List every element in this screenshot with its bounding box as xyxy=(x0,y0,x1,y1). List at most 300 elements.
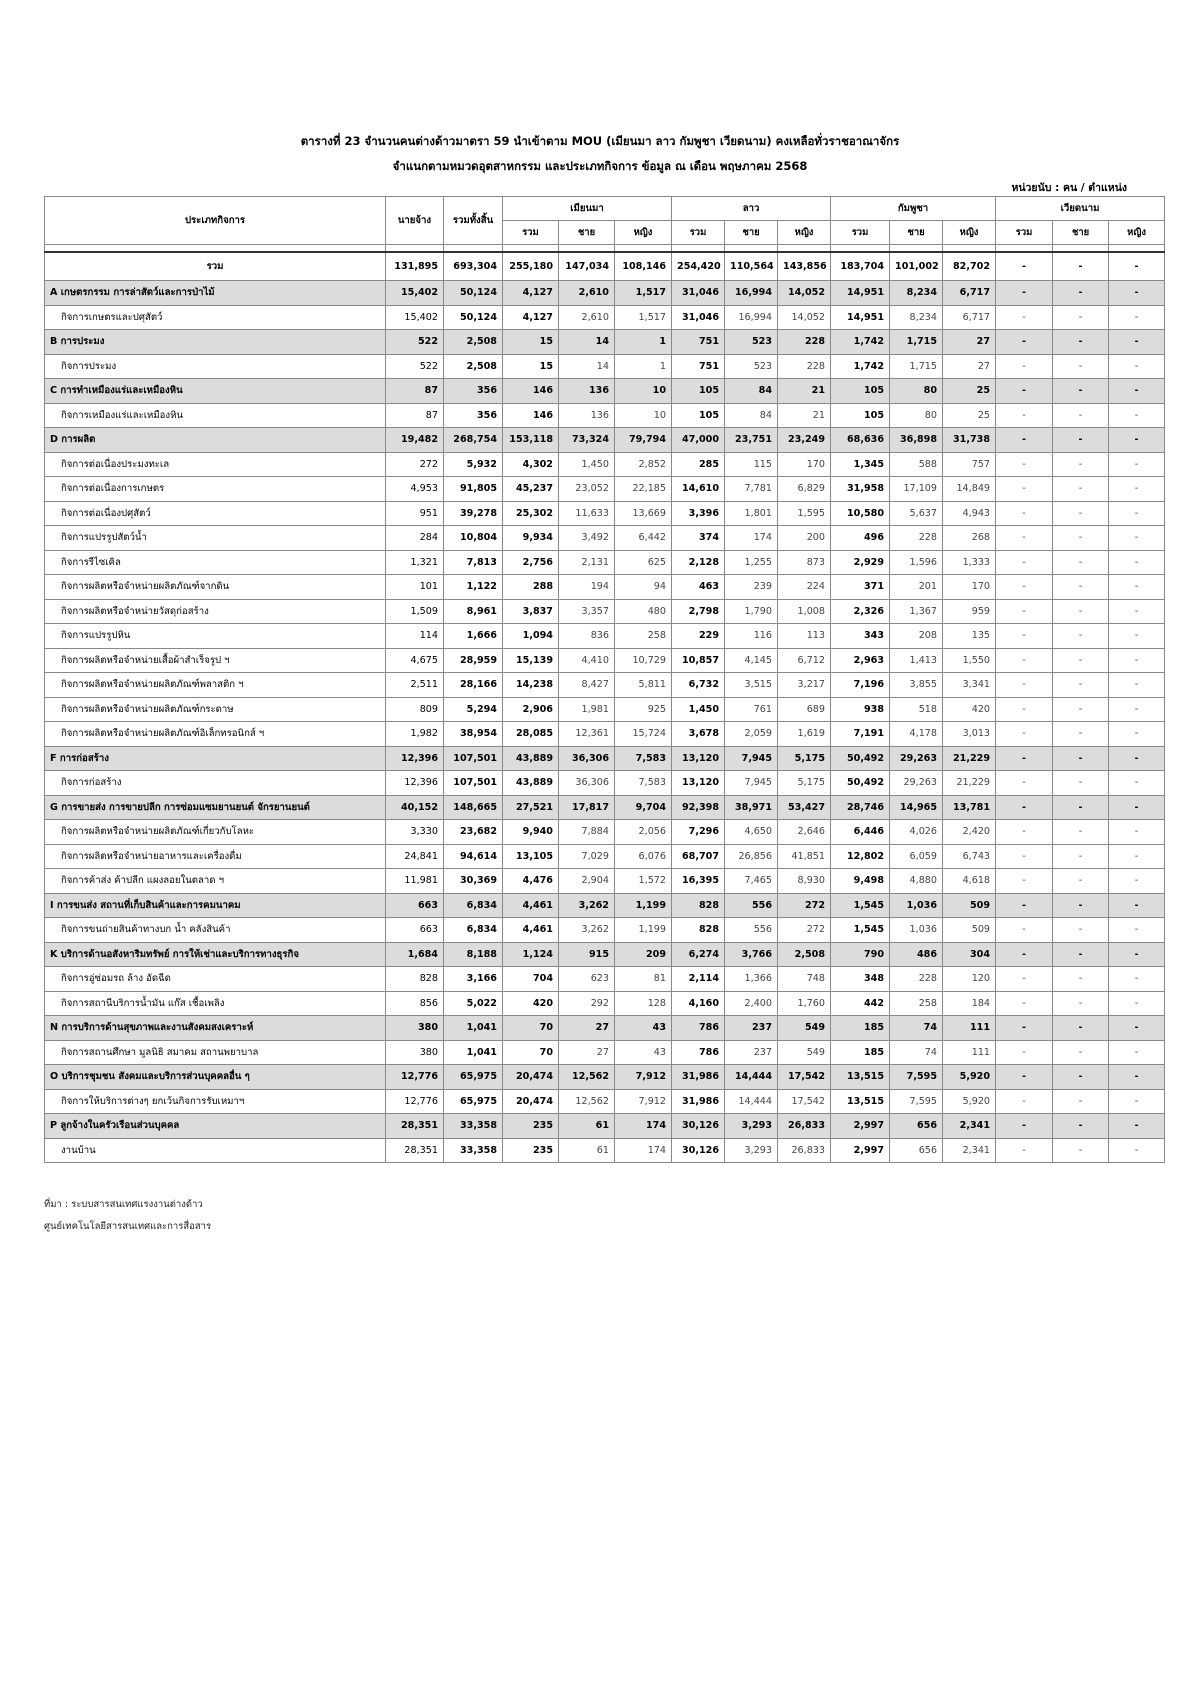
cell: - xyxy=(1109,771,1165,796)
row-label: งานบ้าน xyxy=(45,1138,386,1163)
cell: 21,229 xyxy=(943,746,996,771)
row-label: กิจการผลิตหรือจำหน่ายวัสดุก่อสร้าง xyxy=(45,599,386,624)
cell: 25,302 xyxy=(503,501,559,526)
cell: 2,756 xyxy=(503,550,559,575)
header-laos-male: ชาย xyxy=(725,221,778,245)
header-myanmar-male: ชาย xyxy=(559,221,615,245)
cell: 20,474 xyxy=(503,1065,559,1090)
cell: - xyxy=(1109,991,1165,1016)
cell: 2,929 xyxy=(831,550,890,575)
cell: 143,856 xyxy=(778,252,831,281)
cell: 4,160 xyxy=(672,991,725,1016)
table-row xyxy=(45,844,1165,869)
cell: 6,274 xyxy=(672,942,725,967)
cell: 50,492 xyxy=(831,746,890,771)
cell: 5,637 xyxy=(890,501,943,526)
cell: 23,682 xyxy=(444,820,503,845)
cell: 235 xyxy=(503,1138,559,1163)
cell: - xyxy=(1053,379,1109,404)
cell: 84 xyxy=(725,379,778,404)
cell: 15 xyxy=(503,354,559,379)
cell: 656 xyxy=(890,1138,943,1163)
cell: - xyxy=(996,305,1053,330)
cell: 7,912 xyxy=(615,1065,672,1090)
cell: - xyxy=(1053,869,1109,894)
cell: 31,738 xyxy=(943,428,996,453)
cell: - xyxy=(1109,795,1165,820)
cell: 28,085 xyxy=(503,722,559,747)
cell: - xyxy=(996,526,1053,551)
cell: 959 xyxy=(943,599,996,624)
cell: 1,255 xyxy=(725,550,778,575)
cell: 16,395 xyxy=(672,869,725,894)
row-label: กิจการรีไซเคิล xyxy=(45,550,386,575)
row-label: K บริการด้านอสังหาริมทรัพย์ การให้เช่าและบริการทางธุรกิจ xyxy=(45,942,386,967)
cell: 15,402 xyxy=(386,305,444,330)
cell: 1,981 xyxy=(559,697,615,722)
cell: 14 xyxy=(559,330,615,355)
cell: 21 xyxy=(778,379,831,404)
cell: 16,994 xyxy=(725,281,778,306)
table-row xyxy=(45,501,1165,526)
row-label: กิจการสถานศึกษา มูลนิธิ สมาคม สถานพยาบาล xyxy=(45,1040,386,1065)
cell: 8,961 xyxy=(444,599,503,624)
cell: 4,880 xyxy=(890,869,943,894)
cell: - xyxy=(1053,893,1109,918)
cell: 74 xyxy=(890,1016,943,1041)
cell: - xyxy=(1053,1065,1109,1090)
cell: 523 xyxy=(725,330,778,355)
cell: 80 xyxy=(890,403,943,428)
cell: 24,841 xyxy=(386,844,444,869)
cell: 26,856 xyxy=(725,844,778,869)
cell: 380 xyxy=(386,1016,444,1041)
cell: - xyxy=(996,354,1053,379)
table-row xyxy=(45,1138,1165,1163)
cell: 36,306 xyxy=(559,746,615,771)
cell: 81 xyxy=(615,967,672,992)
row-label: กิจการผลิตหรือจำหน่ายผลิตภัณฑ์อิเล็กทรอนิกส์ ฯ xyxy=(45,722,386,747)
total-row xyxy=(45,252,1165,281)
header-employer: นายจ้าง xyxy=(386,197,444,245)
cell: 5,175 xyxy=(778,746,831,771)
cell: 420 xyxy=(503,991,559,1016)
cell: 915 xyxy=(559,942,615,967)
cell: 12,396 xyxy=(386,771,444,796)
row-label: กิจการผลิตหรือจำหน่ายผลิตภัณฑ์เกี่ยวกับโลหะ xyxy=(45,820,386,845)
cell: 3,217 xyxy=(778,673,831,698)
cell: 1,321 xyxy=(386,550,444,575)
cell: 268 xyxy=(943,526,996,551)
cell: 3,515 xyxy=(725,673,778,698)
cell: 7,813 xyxy=(444,550,503,575)
cell: 8,234 xyxy=(890,281,943,306)
cell: 15 xyxy=(503,330,559,355)
cell: 27 xyxy=(559,1016,615,1041)
cell: - xyxy=(996,771,1053,796)
cell: 3,766 xyxy=(725,942,778,967)
cell: - xyxy=(996,1089,1053,1114)
cell: 87 xyxy=(386,403,444,428)
cell: 111 xyxy=(943,1040,996,1065)
cell: 1,008 xyxy=(778,599,831,624)
cell: 116 xyxy=(725,624,778,649)
cell: 50,124 xyxy=(444,281,503,306)
cell: 9,704 xyxy=(615,795,672,820)
row-label: I การขนส่ง สถานที่เก็บสินค้าและการคมนาคม xyxy=(45,893,386,918)
cell: - xyxy=(1053,599,1109,624)
cell: 94,614 xyxy=(444,844,503,869)
cell: 8,427 xyxy=(559,673,615,698)
cell: 14,444 xyxy=(725,1065,778,1090)
cell: - xyxy=(996,599,1053,624)
cell: 50,124 xyxy=(444,305,503,330)
cell: 272 xyxy=(778,893,831,918)
cell: 68,636 xyxy=(831,428,890,453)
cell: 10,580 xyxy=(831,501,890,526)
cell: 2,341 xyxy=(943,1138,996,1163)
cell: 9,498 xyxy=(831,869,890,894)
cell: 45,237 xyxy=(503,477,559,502)
cell: - xyxy=(1053,746,1109,771)
cell: 108,146 xyxy=(615,252,672,281)
cell: 2,326 xyxy=(831,599,890,624)
row-label: O บริการชุมชน สังคมและบริการส่วนบุคคลอื่น ๆ xyxy=(45,1065,386,1090)
cell: 105 xyxy=(672,379,725,404)
cell: 12,361 xyxy=(559,722,615,747)
cell: 17,542 xyxy=(778,1089,831,1114)
cell: 2,852 xyxy=(615,452,672,477)
cell: - xyxy=(996,844,1053,869)
cell: - xyxy=(996,1065,1053,1090)
cell: 12,776 xyxy=(386,1089,444,1114)
cell: 14,610 xyxy=(672,477,725,502)
cell: 228 xyxy=(778,330,831,355)
cell: 258 xyxy=(615,624,672,649)
cell: 23,751 xyxy=(725,428,778,453)
cell: 101 xyxy=(386,575,444,600)
row-label: กิจการประมง xyxy=(45,354,386,379)
cell: 2,904 xyxy=(559,869,615,894)
cell: 61 xyxy=(559,1114,615,1139)
cell: 110,564 xyxy=(725,252,778,281)
cell: 689 xyxy=(778,697,831,722)
cell: 68,707 xyxy=(672,844,725,869)
cell: - xyxy=(1053,673,1109,698)
table-row xyxy=(45,354,1165,379)
header-cambodia-female: หญิง xyxy=(943,221,996,245)
section-row xyxy=(45,428,1165,453)
cell: 146 xyxy=(503,379,559,404)
cell: 6,076 xyxy=(615,844,672,869)
cell: 13,120 xyxy=(672,746,725,771)
cell: 27 xyxy=(943,330,996,355)
cell: 13,669 xyxy=(615,501,672,526)
cell: 1,790 xyxy=(725,599,778,624)
cell: 36,898 xyxy=(890,428,943,453)
table-row xyxy=(45,1040,1165,1065)
cell: 12,562 xyxy=(559,1065,615,1090)
row-label: กิจการต่อเนื่องการเกษตร xyxy=(45,477,386,502)
section-row xyxy=(45,795,1165,820)
cell: 13,120 xyxy=(672,771,725,796)
cell: 6,829 xyxy=(778,477,831,502)
cell: 28,959 xyxy=(444,648,503,673)
cell: 3,262 xyxy=(559,918,615,943)
cell: 588 xyxy=(890,452,943,477)
cell: 228 xyxy=(778,354,831,379)
cell: 7,781 xyxy=(725,477,778,502)
cell: 2,114 xyxy=(672,967,725,992)
cell: - xyxy=(1053,281,1109,306)
cell: 13,105 xyxy=(503,844,559,869)
row-label: กิจการผลิตหรือจำหน่ายเสื้อผ้าสำเร็จรูป ฯ xyxy=(45,648,386,673)
row-label: กิจการผลิตหรือจำหน่ายผลิตภัณฑ์พลาสติก ฯ xyxy=(45,673,386,698)
header-cambodia-total: รวม xyxy=(831,221,890,245)
cell: - xyxy=(1109,403,1165,428)
cell: 43,889 xyxy=(503,746,559,771)
cell: 65,975 xyxy=(444,1065,503,1090)
table-row xyxy=(45,575,1165,600)
cell: - xyxy=(1053,1114,1109,1139)
header-myanmar-total: รวม xyxy=(503,221,559,245)
cell: 131,895 xyxy=(386,252,444,281)
cell: 836 xyxy=(559,624,615,649)
cell: 4,178 xyxy=(890,722,943,747)
table-row xyxy=(45,648,1165,673)
cell: 656 xyxy=(890,1114,943,1139)
cell: 33,358 xyxy=(444,1114,503,1139)
cell: 7,296 xyxy=(672,820,725,845)
cell: 25 xyxy=(943,379,996,404)
cell: 9,940 xyxy=(503,820,559,845)
cell: - xyxy=(1053,452,1109,477)
cell: 828 xyxy=(672,918,725,943)
cell: 3,166 xyxy=(444,967,503,992)
table-row xyxy=(45,722,1165,747)
cell: 786 xyxy=(672,1016,725,1041)
cell: 4,461 xyxy=(503,918,559,943)
cell: - xyxy=(996,550,1053,575)
header-myanmar: เมียนมา xyxy=(503,197,672,221)
table-row xyxy=(45,1089,1165,1114)
cell: - xyxy=(1053,820,1109,845)
cell: 1,036 xyxy=(890,893,943,918)
cell: 148,665 xyxy=(444,795,503,820)
cell: 27 xyxy=(943,354,996,379)
cell: 15,139 xyxy=(503,648,559,673)
cell: 26,833 xyxy=(778,1138,831,1163)
cell: 7,595 xyxy=(890,1065,943,1090)
cell: 2,400 xyxy=(725,991,778,1016)
cell: 2,508 xyxy=(444,330,503,355)
cell: 2,906 xyxy=(503,697,559,722)
section-row xyxy=(45,1065,1165,1090)
cell: 556 xyxy=(725,893,778,918)
cell: 380 xyxy=(386,1040,444,1065)
cell: - xyxy=(1109,428,1165,453)
cell: 7,465 xyxy=(725,869,778,894)
cell: 751 xyxy=(672,330,725,355)
cell: 1,094 xyxy=(503,624,559,649)
cell: 2,420 xyxy=(943,820,996,845)
cell: 50,492 xyxy=(831,771,890,796)
cell: 1,801 xyxy=(725,501,778,526)
footer-source: ที่มา : ระบบสารสนเทศแรงงานต่างด้าว xyxy=(44,1199,203,1210)
cell: 235 xyxy=(503,1114,559,1139)
cell: - xyxy=(1109,477,1165,502)
cell: 10,857 xyxy=(672,648,725,673)
cell: 184 xyxy=(943,991,996,1016)
cell: 809 xyxy=(386,697,444,722)
row-label: กิจการสถานีบริการน้ำมัน แก๊ส เชื้อเพลิง xyxy=(45,991,386,1016)
cell: 1,596 xyxy=(890,550,943,575)
cell: 194 xyxy=(559,575,615,600)
row-label: กิจการค้าส่ง ค้าปลีก แผงลอยในตลาด ฯ xyxy=(45,869,386,894)
cell: 7,583 xyxy=(615,771,672,796)
cell: 4,618 xyxy=(943,869,996,894)
cell: 237 xyxy=(725,1040,778,1065)
table-row xyxy=(45,599,1165,624)
cell: 1,413 xyxy=(890,648,943,673)
cell: 114 xyxy=(386,624,444,649)
cell: 183,704 xyxy=(831,252,890,281)
cell: - xyxy=(1109,1040,1165,1065)
cell: 174 xyxy=(615,1138,672,1163)
cell: - xyxy=(996,942,1053,967)
cell: 288 xyxy=(503,575,559,600)
cell: 1,345 xyxy=(831,452,890,477)
cell: 29,263 xyxy=(890,771,943,796)
section-row xyxy=(45,379,1165,404)
cell: 10,729 xyxy=(615,648,672,673)
cell: - xyxy=(1109,330,1165,355)
cell: 1,982 xyxy=(386,722,444,747)
row-label: กิจการผลิตหรือจำหน่ายผลิตภัณฑ์กระดาษ xyxy=(45,697,386,722)
cell: - xyxy=(1053,991,1109,1016)
cell: 5,932 xyxy=(444,452,503,477)
cell: 36,306 xyxy=(559,771,615,796)
cell: 12,776 xyxy=(386,1065,444,1090)
cell: 1,550 xyxy=(943,648,996,673)
cell: 170 xyxy=(943,575,996,600)
cell: 4,675 xyxy=(386,648,444,673)
cell: - xyxy=(1053,354,1109,379)
cell: 828 xyxy=(672,893,725,918)
cell: 33,358 xyxy=(444,1138,503,1163)
cell: - xyxy=(1053,1089,1109,1114)
cell: 1,742 xyxy=(831,330,890,355)
cell: 509 xyxy=(943,893,996,918)
cell: 20,474 xyxy=(503,1089,559,1114)
cell: - xyxy=(1109,452,1165,477)
cell: - xyxy=(996,967,1053,992)
cell: - xyxy=(1109,1016,1165,1041)
cell: - xyxy=(1109,252,1165,281)
cell: - xyxy=(1109,869,1165,894)
cell: 11,981 xyxy=(386,869,444,894)
cell: 7,583 xyxy=(615,746,672,771)
header-cambodia: กัมพูชา xyxy=(831,197,996,221)
table-body xyxy=(45,245,1165,1163)
cell: - xyxy=(996,281,1053,306)
cell: - xyxy=(996,991,1053,1016)
cell: 136 xyxy=(559,403,615,428)
cell: 30,369 xyxy=(444,869,503,894)
cell: 6,717 xyxy=(943,281,996,306)
cell: 107,501 xyxy=(444,771,503,796)
cell: 208 xyxy=(890,624,943,649)
cell: - xyxy=(996,918,1053,943)
header-vietnam-female: หญิง xyxy=(1109,221,1165,245)
cell: 3,293 xyxy=(725,1138,778,1163)
cell: 272 xyxy=(386,452,444,477)
cell: 21,229 xyxy=(943,771,996,796)
cell: 7,945 xyxy=(725,771,778,796)
cell: 1,595 xyxy=(778,501,831,526)
cell: - xyxy=(1109,379,1165,404)
cell: 153,118 xyxy=(503,428,559,453)
cell: 228 xyxy=(890,967,943,992)
row-label: กิจการผลิตหรือจำหน่ายอาหารและเครื่องดื่ม xyxy=(45,844,386,869)
cell: 284 xyxy=(386,526,444,551)
cell: 522 xyxy=(386,354,444,379)
cell: 5,022 xyxy=(444,991,503,1016)
cell: 23,249 xyxy=(778,428,831,453)
header-laos-female: หญิง xyxy=(778,221,831,245)
cell: 73,324 xyxy=(559,428,615,453)
cell: 486 xyxy=(890,942,943,967)
cell: - xyxy=(996,820,1053,845)
cell: 87 xyxy=(386,379,444,404)
cell: - xyxy=(1053,1040,1109,1065)
cell: 14,951 xyxy=(831,281,890,306)
cell: 13,781 xyxy=(943,795,996,820)
cell: 7,196 xyxy=(831,673,890,698)
cell: - xyxy=(1109,1065,1165,1090)
cell: 1,517 xyxy=(615,281,672,306)
cell: 14,965 xyxy=(890,795,943,820)
cell: 128 xyxy=(615,991,672,1016)
cell: 7,884 xyxy=(559,820,615,845)
cell: - xyxy=(1109,722,1165,747)
cell: 39,278 xyxy=(444,501,503,526)
cell: 43 xyxy=(615,1016,672,1041)
cell: 1,509 xyxy=(386,599,444,624)
cell: 1,366 xyxy=(725,967,778,992)
cell: 31,986 xyxy=(672,1089,725,1114)
cell: 28,351 xyxy=(386,1138,444,1163)
cell: 873 xyxy=(778,550,831,575)
cell: 27 xyxy=(559,1040,615,1065)
cell: - xyxy=(996,697,1053,722)
header-vietnam: เวียดนาม xyxy=(996,197,1165,221)
cell: 268,754 xyxy=(444,428,503,453)
table-row xyxy=(45,526,1165,551)
cell: 14,052 xyxy=(778,305,831,330)
cell: 29,263 xyxy=(890,746,943,771)
cell: 47,000 xyxy=(672,428,725,453)
cell: 292 xyxy=(559,991,615,1016)
cell: 3,262 xyxy=(559,893,615,918)
section-row xyxy=(45,746,1165,771)
cell: - xyxy=(1053,305,1109,330)
cell: 6,732 xyxy=(672,673,725,698)
cell: 61 xyxy=(559,1138,615,1163)
section-row xyxy=(45,330,1165,355)
cell: 4,461 xyxy=(503,893,559,918)
row-label: กิจการให้บริการต่างๆ ยกเว้นกิจการรับเหมาฯ xyxy=(45,1089,386,1114)
